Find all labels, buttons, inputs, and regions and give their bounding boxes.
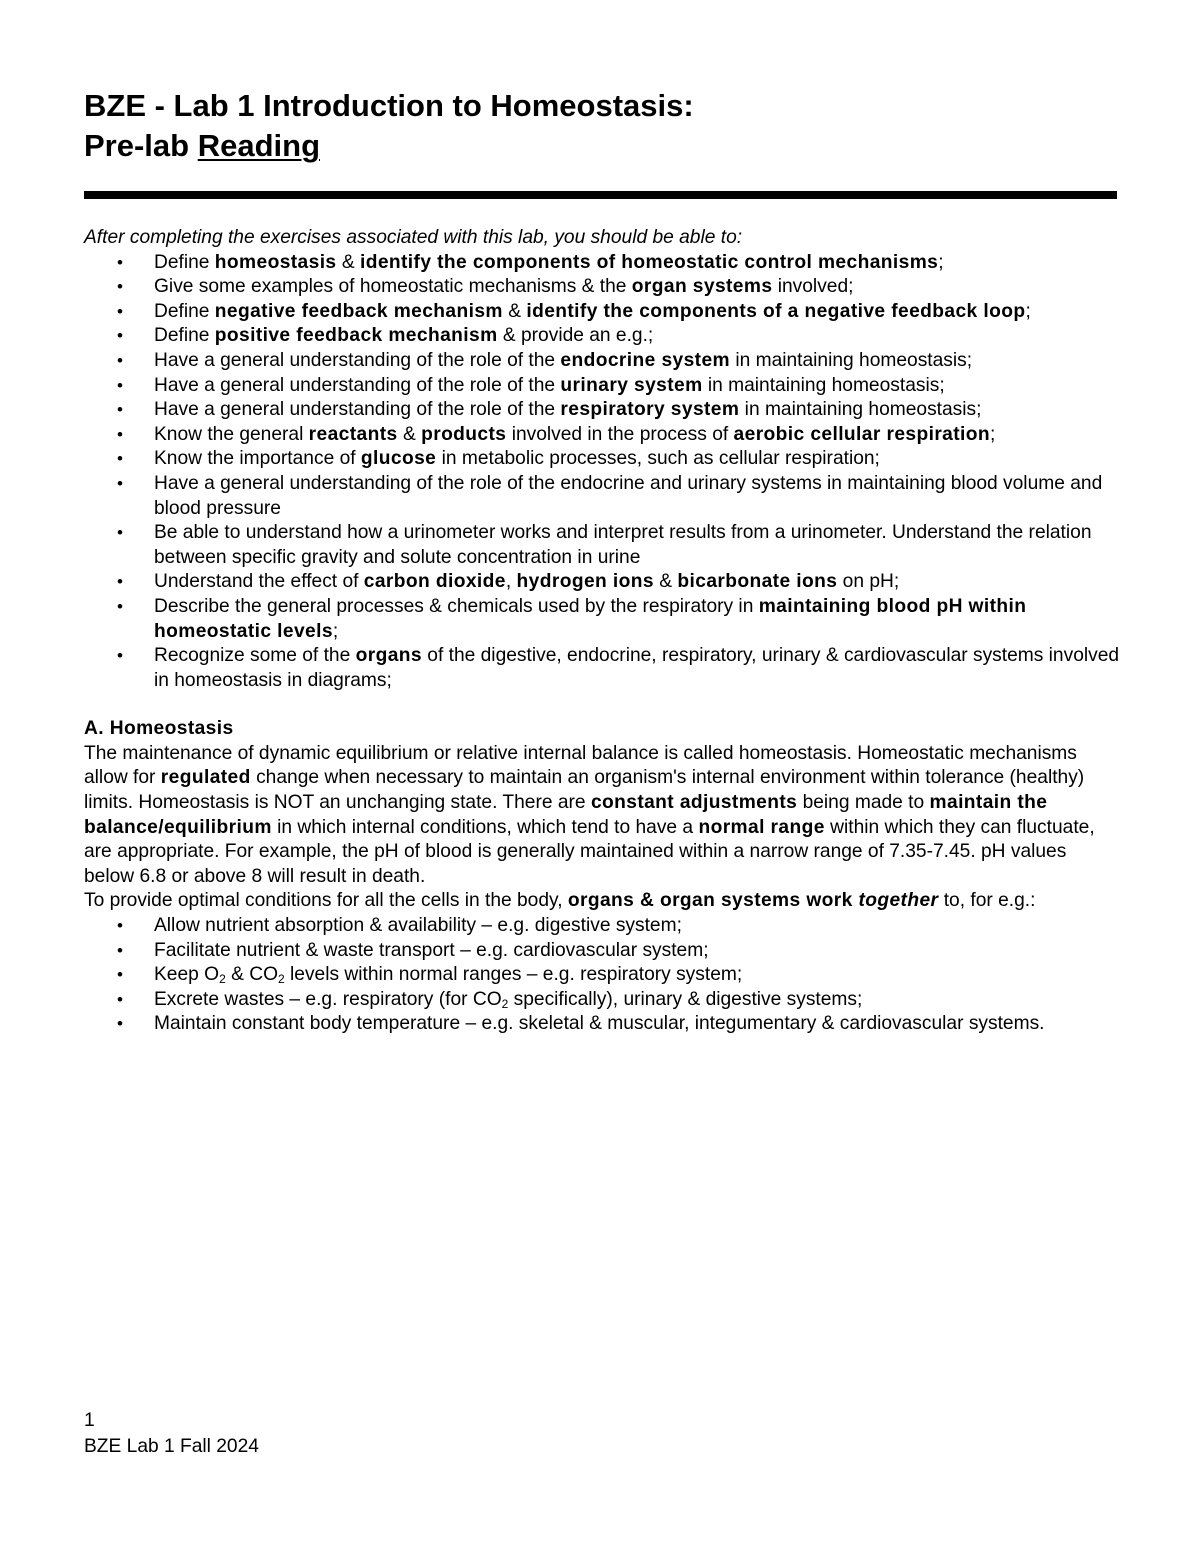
list-item-text: Understand the effect of carbon dioxide, hydrogen ions & bicarbonate ions on pH; [154, 571, 900, 593]
list-item-text: Be able to understand how a urinometer works and interpret results from a urinometer. Understand the relation between specific gravity and solute concentration in urine [154, 522, 1092, 568]
list-item [84, 251, 1120, 276]
bullet-icon: • [117, 646, 123, 666]
list-item-text: Give some examples of homeostatic mechanisms & the organ systems involved; [154, 276, 854, 298]
title-prefix: Pre-lab [84, 128, 198, 163]
bullet-icon: • [117, 424, 123, 444]
list-item-text: Have a general understanding of the role of the respiratory system in maintaining homeostasis; [154, 399, 982, 421]
list-item [84, 914, 1120, 939]
list-item-text: Know the general reactants & products involved in the process of aerobic cellular respiration; [154, 423, 996, 445]
list-item-text: Have a general understanding of the role of the endocrine and urinary systems in maintaining blood volume and blood pressure [154, 472, 1103, 519]
bullet-icon: • [117, 572, 123, 592]
bullet-icon: • [117, 916, 123, 936]
bullet-icon: • [117, 473, 123, 493]
page-footer [84, 1408, 259, 1460]
list-item [84, 595, 1120, 644]
list-item-text: Keep $O_2$ & $CO_2$ levels within normal ranges – e.g. respiratory system; [154, 964, 743, 987]
bullet-icon: • [117, 596, 123, 616]
examples-list [84, 914, 1120, 1037]
bullet-icon: • [117, 326, 123, 346]
list-item [84, 644, 1120, 693]
list-item [84, 521, 1120, 570]
list-item-text: Have a general understanding of the role of the urinary system in maintaining homeostasis; [154, 374, 945, 396]
bullet-icon: • [117, 400, 123, 420]
page-number: 1 [84, 1410, 95, 1431]
list-item [84, 963, 1120, 988]
title-line-2 [84, 126, 1124, 166]
bullet-icon: • [117, 523, 123, 543]
list-item [84, 570, 1120, 595]
list-item-text: Allow nutrient absorption & availability – e.g. digestive system; [154, 915, 682, 937]
list-item-text: Know the importance of glucose in metabolic processes, such as cellular respiration; [154, 448, 880, 470]
title-line-1: BZE - Lab 1 Introduction to Homeostasis: [84, 88, 694, 123]
bullet-icon: • [117, 965, 123, 985]
bullet-icon: • [117, 277, 123, 297]
objectives-list [84, 251, 1120, 694]
section-a-title: A. Homeostasis [84, 718, 234, 740]
list-item-text: Excrete wastes – e.g. respiratory (for $CO_2$ specifically), urinary & digestive systems; [154, 988, 863, 1011]
list-item-text: Facilitate nutrient & waste transport – e.g. cardiovascular system; [154, 939, 709, 961]
list-item-text: Define homeostasis & identify the components of homeostatic control mechanisms; [154, 251, 944, 273]
document-body [84, 226, 1120, 1037]
bullet-icon: • [117, 989, 123, 1009]
section-a-paragraph-2: To provide optimal conditions for all the cells in the body, organs & organ systems work together to, for e.g.: [84, 890, 1036, 912]
list-item [84, 374, 1120, 399]
list-item-text: Define negative feedback mechanism & identify the components of a negative feedback loop; [154, 300, 1031, 322]
bullet-icon: • [117, 301, 123, 321]
bullet-icon: • [117, 252, 123, 272]
horizontal-rule [84, 191, 1117, 199]
list-item [84, 324, 1120, 349]
bullet-icon: • [117, 375, 123, 395]
objectives-intro: After completing the exercises associated with this lab, you should be able to: [84, 227, 743, 248]
list-item [84, 398, 1120, 423]
list-item [84, 939, 1120, 964]
list-item [84, 423, 1120, 448]
bullet-icon: • [117, 350, 123, 370]
list-item [84, 275, 1120, 300]
title-underlined-word: Reading [197, 128, 321, 163]
list-item-text: Describe the general processes & chemicals used by the respiratory in maintaining blood pH within homeostatic levels; [154, 595, 1027, 642]
list-item-text: Recognize some of the organs of the digestive, endocrine, respiratory, urinary & cardiovascular systems involved in homeostasis in diagrams; [154, 645, 1120, 691]
document-title [84, 86, 1124, 166]
list-item-text: Define positive feedback mechanism & provide an e.g.; [154, 325, 654, 347]
list-item [84, 472, 1120, 521]
section-a-paragraph-1: The maintenance of dynamic equilibrium or relative internal balance is called homeostasis. Homeostatic mechanisms allow for regulated change when necessary to maintain an organism's internal environment within tolerance (healthy) limits. Homeostasis is NOT an unchanging state. There are constant adjustments being made to maintain the balance/equilibrium in which internal conditions, which tend to have a normal range within which they can fluctuate, are appropriate. For example, the pH of blood is generally maintained within a narrow range of 7.35-7.45. pH values below 6.8 or above 8 will result in death. [84, 742, 1095, 887]
bullet-icon: • [117, 449, 123, 469]
list-item-text: Maintain constant body temperature – e.g. skeletal & muscular, integumentary & cardiovascular systems. [154, 1013, 1045, 1035]
list-item [84, 447, 1120, 472]
list-item [84, 300, 1120, 325]
list-item [84, 349, 1120, 374]
bullet-icon: • [117, 940, 123, 960]
list-item-text: Have a general understanding of the role of the endocrine system in maintaining homeostasis; [154, 349, 973, 371]
list-item [84, 1012, 1120, 1037]
list-item [84, 988, 1120, 1013]
footer-text: BZE Lab 1 Fall 2024 [84, 1436, 259, 1457]
bullet-icon: • [117, 1014, 123, 1034]
